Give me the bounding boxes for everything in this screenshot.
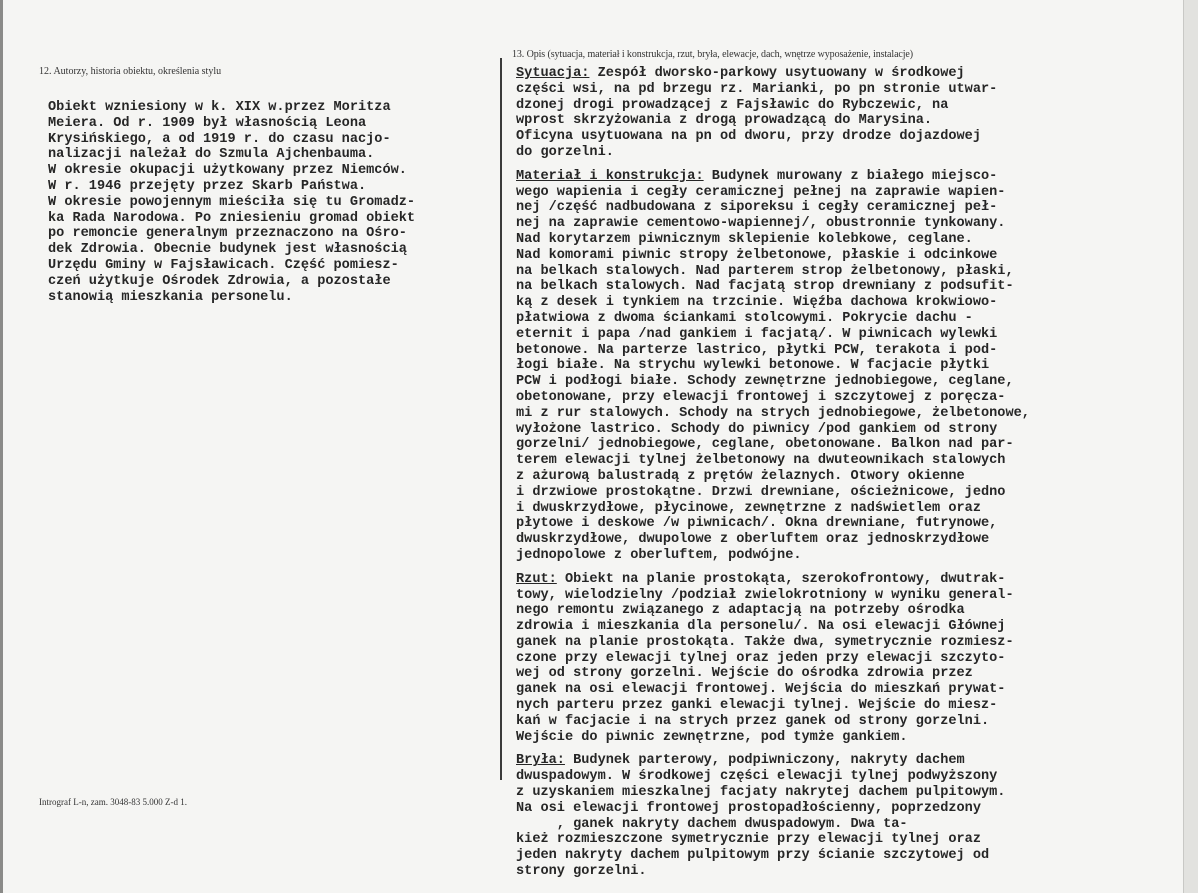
description-line: wyłożone lastrico. Schody do piwnicy /pod gankiem od strony	[516, 421, 998, 437]
description-line	[516, 572, 1186, 588]
description-line: PCW i podłogi białe. Schody zewnętrzne jednobiegowe, ceglane,	[516, 374, 1014, 390]
history-line: dek Zdrowia. Obecnie budynek jest własnością	[48, 242, 407, 258]
history-line: nalizacji należał do Szmula Ajchenbauma.	[48, 147, 375, 163]
description-line: wego wapienia i cegły ceramicznej pełnej na zaprawie wapien-	[516, 184, 1006, 200]
description-line: nych parteru przez ganki elewacji tylnej. Wejście do miesz-	[516, 698, 998, 714]
description-line: płytowe i deskowe /w piwnicach/. Okna drewniane, futrynowe,	[516, 516, 998, 532]
description-text: Zespół dworsko-parkowy usytuowany w środkowej	[589, 66, 965, 81]
history-line: ka Rada Narodowa. Po zniesieniu gromad obiekt	[48, 210, 416, 226]
description-line: dwuspadowym. W środkowej części elewacji tylnej podwyższony	[516, 769, 998, 785]
description-line: łogi białe. Na strychu wylewki betonowe. W facjacie płytki	[516, 358, 990, 374]
description-line: , ganek nakryty dachem dwuspadowym. Dwa ta-	[516, 816, 908, 832]
description-line: ganek na osi elewacji frontowej. Wejścia do mieszkań prywat-	[516, 682, 1006, 698]
description-line: na belkach stalowych. Nad parterem strop żelbetonowy, płaski,	[516, 263, 1014, 279]
description-line: strony gorzelni.	[516, 864, 647, 880]
description-line: Oficyna usytuowana na pn od dworu, przy drodze dojazdowej	[516, 129, 981, 145]
description-paragraph	[516, 169, 1186, 564]
description-text: Obiekt na planie prostokąta, szerokofrontowy, dwutrak-	[556, 571, 1006, 587]
description-line: Nad korytarzem piwnicznym sklepienie kolebkowe, ceglane.	[516, 231, 973, 247]
description-line: eternit i papa /nad gankiem i facjatą/. W piwnicach wylewki	[516, 326, 998, 342]
description-line: dzonej drogi prowadzącej z Fajsławic do Rybczewic, na	[516, 97, 949, 113]
description-line: ką z desek i tynkiem na trzcinie. Więźba dachowa krokwiowo-	[516, 295, 998, 311]
description-line: i drzwiowe prostokątne. Drzwi drewniane, ościeżnicowe, jedno	[516, 484, 1006, 500]
description-line: na belkach stalowych. Nad facjatą strop drewniany z podsufit-	[516, 279, 1014, 295]
description-line: Na osi elewacji frontowej prostopadłościenny, poprzedzony	[516, 800, 981, 816]
column-divider	[500, 58, 502, 780]
description-line: towy, wielodzielny /podział zwielokrotniony w wyniku general-	[516, 587, 1014, 603]
paragraph-label: Rzut:	[516, 571, 557, 587]
description-line: kań w facjacie i na strych przez ganek od strony gorzelni.	[516, 713, 990, 729]
description-line: Wejście do piwnic zewnętrzne, pod tymże gankiem.	[516, 729, 908, 745]
history-line: Meiera. Od r. 1909 był własnością Leona	[48, 115, 367, 131]
description-line: z uzyskaniem mieszkalnej facjaty nakrytej dachem pulpitowym.	[516, 785, 1006, 801]
description-line: gorzelni/ jednobiegowe, ceglane, obetonowane. Balkon nad par-	[516, 437, 1014, 453]
description-line: ganek na planie prostokąta. Także dwa, symetrycznie rozmiesz-	[516, 634, 1014, 650]
description-line: dwuskrzydłowe, dwupolowe z oberluftem oraz jednoskrzydłowe	[516, 532, 990, 548]
paragraph-label: Bryła:	[516, 753, 565, 769]
description-line: czone przy elewacji tylnej oraz jeden przy elewacji szczyto-	[516, 650, 1006, 666]
section-12-header: 12. Autorzy, historia obiektu, określenia stylu	[39, 66, 222, 77]
description-line: nej na zaprawie cementowo-wapiennej/, obustronnie tynkowany.	[516, 216, 1006, 232]
description-line: nego remontu związanego z adaptacją na potrzeby ośrodka	[516, 603, 965, 619]
description-line: wprost skrzyżowania z drogą prowadzącą do Marysina.	[516, 113, 933, 129]
description-line: z ażurową balustradą z prętów żelaznych. Otwory okienne	[516, 468, 965, 484]
description-line: terem elewacji tylnej żelbetonowy na dwuteownikach stalowych	[516, 453, 1006, 469]
description-text: Budynek parterowy, podpiwniczony, nakryty dachem	[564, 753, 965, 769]
history-line: czeń użytkuje Ośrodek Zdrowia, a pozostałe	[48, 273, 391, 289]
description-line: do gorzelni.	[516, 144, 614, 160]
description-line: części wsi, na pd brzegu rz. Marianki, po pn stronie utwar-	[516, 81, 998, 97]
description-line: kież rozmieszczone symetrycznie przy elewacji tylnej oraz	[516, 832, 981, 848]
description-line	[516, 169, 1186, 185]
description-line: nej /część nadbudowana z siporeksu i cegły ceramicznej peł-	[516, 200, 998, 216]
paragraph-label: Materiał i konstrukcja:	[516, 168, 704, 184]
history-line: W okresie powojennym mieściła się tu Gromadz-	[48, 194, 416, 210]
description-line: mi z rur stalowych. Schody na strych jednobiegowe, żelbetonowe,	[516, 405, 1030, 421]
description-text: Budynek murowany z białego miejsco-	[703, 168, 998, 184]
description-line: jeden nakryty dachem pulpitowym przy ścianie szczytowej od	[516, 848, 990, 864]
paragraph-label: Sytuacja:	[516, 66, 590, 81]
history-line: Krysińskiego, a od 1919 r. do czasu nacjo-	[48, 131, 391, 147]
description-paragraph	[516, 753, 1186, 879]
section-13-body	[516, 66, 1186, 888]
printer-footer: Intrograf L-n, zam. 3048-83 5.000 Z-d 1.	[39, 797, 187, 807]
description-line: betonowe. Na parterze lastrico, płytki PCW, terakota i pod-	[516, 342, 998, 358]
section-12-body	[48, 100, 498, 305]
description-line: jednopolowe z oberluftem, podwójne.	[516, 547, 802, 563]
description-line: i dwuskrzydłowe, płycinowe, zewnętrzne z nadświetlem oraz	[516, 500, 981, 516]
history-line: W okresie okupacji użytkowany przez Niemców.	[48, 163, 407, 179]
description-line	[516, 66, 1186, 82]
history-line: stanowią mieszkania personelu.	[48, 289, 293, 305]
description-line: wej od strony gorzelni. Wejście do ośrodka zdrowia przez	[516, 666, 973, 682]
description-paragraph	[516, 572, 1186, 746]
history-line: W r. 1946 przejęty przez Skarb Państwa.	[48, 178, 367, 194]
section-13-header: 13. Opis (sytuacja, materiał i konstrukcja, rzut, bryła, elewacje, dach, wnętrze wyposażenie, instalacje)	[512, 49, 913, 60]
description-line: zdrowia i mieszkania dla personelu/. Na osi elewacji Głównej	[516, 619, 1006, 635]
description-line: Nad komorami piwnic stropy żelbetonowe, płaskie i odcinkowe	[516, 247, 998, 263]
description-line: obetonowane, przy elewacji frontowej i szczytowej z poręcza-	[516, 389, 1006, 405]
description-line	[516, 753, 1186, 769]
description-line: płatwiowa z dwoma ściankami stolcowymi. Pokrycie dachu -	[516, 310, 973, 326]
history-line: po remoncie generalnym przeznaczono na Ośro-	[48, 226, 407, 242]
history-line: Obiekt wzniesiony w k. XIX w.przez Moritza	[48, 100, 391, 115]
description-paragraph	[516, 66, 1186, 161]
history-line: Urzędu Gminy w Fajsławicach. Część pomiesz-	[48, 257, 399, 273]
